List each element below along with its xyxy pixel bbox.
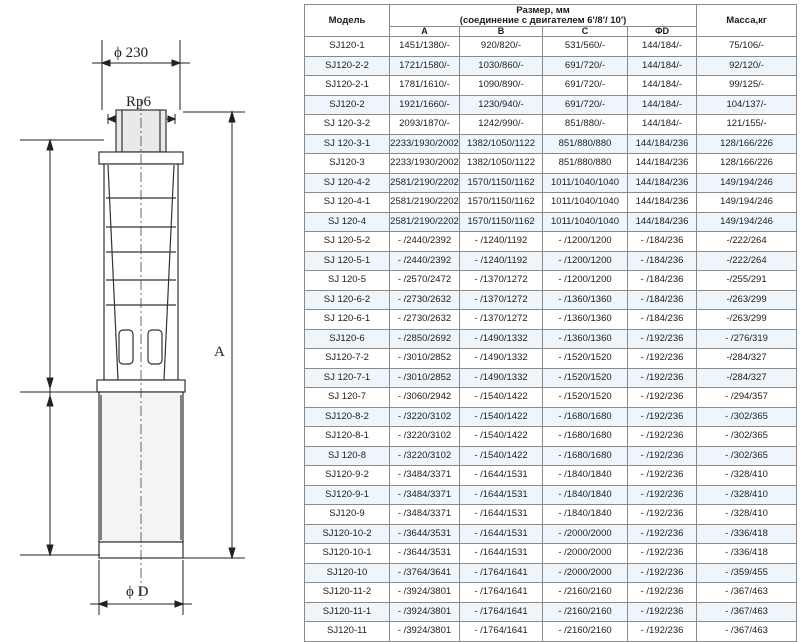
cell-a: - /2440/2392 (390, 251, 460, 271)
cell-model: SJ 120-5-2 (305, 232, 390, 252)
table-row (305, 212, 797, 232)
cell-model: SJ120-6 (305, 329, 390, 349)
cell-c: - /1680/1680 (543, 407, 628, 427)
cell-b: - /1370/1272 (460, 271, 543, 291)
cell-c: - /1200/1200 (543, 251, 628, 271)
cell-b: - /1764/1641 (460, 622, 543, 642)
cell-model: SJ120-11-2 (305, 583, 390, 603)
cell-b: - /1490/1332 (460, 349, 543, 369)
cell-b: - /1644/1531 (460, 485, 543, 505)
table-row (305, 622, 797, 642)
cell-b: 1382/1050/1122 (460, 134, 543, 154)
thread-label: Rp6 (126, 94, 152, 110)
cell-c: - /1200/1200 (543, 271, 628, 291)
cell-model: SJ 120-4-2 (305, 173, 390, 193)
cell-d: - /192/236 (628, 563, 697, 583)
cell-a: - /2730/2632 (390, 290, 460, 310)
cell-mass: 75/106/- (697, 37, 797, 57)
cell-a: - /3644/3531 (390, 544, 460, 564)
pump-dimension-drawing (0, 0, 300, 640)
cell-b: 1570/1150/1162 (460, 173, 543, 193)
cell-a: 2581/2190/2202 (390, 212, 460, 232)
cell-mass: - /302/365 (697, 427, 797, 447)
header-d: ΦD (628, 27, 697, 37)
cell-model: SJ120-10-1 (305, 544, 390, 564)
cell-b: - /1764/1641 (460, 602, 543, 622)
cell-d: - /192/236 (628, 349, 697, 369)
table-row (305, 154, 797, 174)
cell-a: 2581/2190/2202 (390, 173, 460, 193)
header-b: B (460, 27, 543, 37)
cell-mass: 92/120/- (697, 56, 797, 76)
cell-mass: -/284/327 (697, 368, 797, 388)
cell-a: 2233/1930/2002 (390, 134, 460, 154)
cell-mass: -/263/299 (697, 290, 797, 310)
cell-mass: -/222/264 (697, 232, 797, 252)
cell-c: - /1200/1200 (543, 232, 628, 252)
cell-b: - /1644/1531 (460, 466, 543, 486)
header-c: C (543, 27, 628, 37)
cell-c: 691/720/- (543, 76, 628, 96)
header-a: A (390, 27, 460, 37)
cell-b: - /1764/1641 (460, 563, 543, 583)
cell-model: SJ 120-7-1 (305, 368, 390, 388)
cell-d: - /184/236 (628, 251, 697, 271)
cell-d: - /192/236 (628, 602, 697, 622)
table-row (305, 407, 797, 427)
cell-a: - /3484/3371 (390, 485, 460, 505)
table-row (305, 95, 797, 115)
table-row (305, 349, 797, 369)
cell-a: 2233/1930/2002 (390, 154, 460, 174)
table-row (305, 563, 797, 583)
cell-a: - /2570/2472 (390, 271, 460, 291)
cell-mass: 104/137/- (697, 95, 797, 115)
cell-b: - /1240/1192 (460, 251, 543, 271)
cell-a: - /3924/3801 (390, 622, 460, 642)
cell-d: - /192/236 (628, 427, 697, 447)
table-row (305, 173, 797, 193)
table-row (305, 368, 797, 388)
cell-model: SJ120-2-1 (305, 76, 390, 96)
cell-d: - /192/236 (628, 329, 697, 349)
cell-d: 144/184/- (628, 115, 697, 135)
cell-model: SJ 120-5 (305, 271, 390, 291)
cell-mass: 149/194/246 (697, 212, 797, 232)
cell-model: SJ120-11 (305, 622, 390, 642)
table-row (305, 524, 797, 544)
cell-a: - /3220/3102 (390, 446, 460, 466)
cell-b: - /1540/1422 (460, 427, 543, 447)
cell-b: 1090/890/- (460, 76, 543, 96)
cell-c: - /1680/1680 (543, 446, 628, 466)
cell-b: 1570/1150/1162 (460, 193, 543, 213)
cell-model: SJ 120-6-1 (305, 310, 390, 330)
cell-model: SJ120-2 (305, 95, 390, 115)
cell-d: 144/184/236 (628, 154, 697, 174)
cell-mass: -/222/264 (697, 251, 797, 271)
cell-model: SJ 120-6-2 (305, 290, 390, 310)
cell-d: 144/184/- (628, 76, 697, 96)
cell-d: - /192/236 (628, 388, 697, 408)
cell-model: SJ120-9-1 (305, 485, 390, 505)
cell-d: - /192/236 (628, 466, 697, 486)
table-row (305, 388, 797, 408)
table-row (305, 115, 797, 135)
cell-mass: 128/166/226 (697, 154, 797, 174)
cell-b: - /1490/1332 (460, 329, 543, 349)
cell-c: - /1680/1680 (543, 427, 628, 447)
table-row (305, 134, 797, 154)
cell-a: - /2850/2692 (390, 329, 460, 349)
cell-b: - /1240/1192 (460, 232, 543, 252)
cell-a: - /3010/2852 (390, 368, 460, 388)
cell-model: SJ120-1 (305, 37, 390, 57)
cell-model: SJ 120-4-1 (305, 193, 390, 213)
table-row (305, 310, 797, 330)
cell-d: - /184/236 (628, 232, 697, 252)
cell-b: - /1764/1641 (460, 583, 543, 603)
cell-mass: - /328/410 (697, 466, 797, 486)
cell-a: 1781/1610/- (390, 76, 460, 96)
table-row (305, 446, 797, 466)
table-row (305, 329, 797, 349)
cell-mass: - /336/418 (697, 544, 797, 564)
cell-a: 1721/1580/- (390, 56, 460, 76)
table-row (305, 251, 797, 271)
cell-model: SJ120-8-2 (305, 407, 390, 427)
cell-c: 851/880/880 (543, 134, 628, 154)
cell-d: - /192/236 (628, 407, 697, 427)
table-row (305, 602, 797, 622)
cell-a: - /3220/3102 (390, 427, 460, 447)
table-row (305, 290, 797, 310)
cell-model: SJ120-9-2 (305, 466, 390, 486)
table-row (305, 505, 797, 525)
cell-a: - /3924/3801 (390, 602, 460, 622)
cell-d: - /184/236 (628, 271, 697, 291)
cell-c: - /1360/1360 (543, 310, 628, 330)
cell-d: 144/184/236 (628, 173, 697, 193)
cell-c: 851/880/- (543, 115, 628, 135)
table-row (305, 583, 797, 603)
cell-b: - /1370/1272 (460, 290, 543, 310)
cell-model: SJ120-3 (305, 154, 390, 174)
cell-a: - /2440/2392 (390, 232, 460, 252)
cell-mass: -/284/327 (697, 349, 797, 369)
cell-model: SJ120-10 (305, 563, 390, 583)
table-row (305, 271, 797, 291)
table-row (305, 485, 797, 505)
table-row (305, 37, 797, 57)
cell-mass: - /276/319 (697, 329, 797, 349)
cell-model: SJ 120-7 (305, 388, 390, 408)
dimensions-table (304, 4, 797, 642)
cell-mass: - /367/463 (697, 622, 797, 642)
cell-mass: - /367/463 (697, 602, 797, 622)
cell-d: 144/184/236 (628, 212, 697, 232)
cell-c: 1011/1040/1040 (543, 173, 628, 193)
cell-mass: - /328/410 (697, 505, 797, 525)
cell-c: - /1840/1840 (543, 466, 628, 486)
cell-a: - /3060/2942 (390, 388, 460, 408)
header-size-subtitle: (соединение с двигателем 6'/8'/ 10') (459, 14, 627, 26)
cell-c: - /1520/1520 (543, 349, 628, 369)
cell-c: - /2160/2160 (543, 583, 628, 603)
cell-d: 144/184/- (628, 37, 697, 57)
cell-c: 531/560/- (543, 37, 628, 57)
header-mass: Масса,кг (697, 5, 797, 37)
cell-d: 144/184/236 (628, 193, 697, 213)
table-row (305, 427, 797, 447)
cell-a: - /3010/2852 (390, 349, 460, 369)
table-body (305, 37, 797, 642)
top-diameter-label: ϕ 230 (114, 45, 149, 61)
table-row (305, 56, 797, 76)
left-length-dimensions (20, 140, 104, 555)
cell-a: 2093/1870/- (390, 115, 460, 135)
cell-model: SJ120-2-2 (305, 56, 390, 76)
cell-b: - /1644/1531 (460, 544, 543, 564)
table-row (305, 466, 797, 486)
cell-d: - /192/236 (628, 524, 697, 544)
cell-mass: - /328/410 (697, 485, 797, 505)
bottom-diameter-label: ϕ D (126, 584, 149, 600)
table-row (305, 232, 797, 252)
cell-a: - /3220/3102 (390, 407, 460, 427)
cell-c: - /1360/1360 (543, 329, 628, 349)
cell-c: - /2160/2160 (543, 602, 628, 622)
cell-mass: 121/155/- (697, 115, 797, 135)
cell-c: 1011/1040/1040 (543, 212, 628, 232)
cell-b: - /1490/1332 (460, 368, 543, 388)
header-model: Модель (305, 5, 390, 37)
cell-b: - /1540/1422 (460, 446, 543, 466)
cell-mass: - /302/365 (697, 407, 797, 427)
cell-d: - /192/236 (628, 368, 697, 388)
cell-a: - /2730/2632 (390, 310, 460, 330)
cell-d: - /192/236 (628, 622, 697, 642)
cell-b: 1242/990/- (460, 115, 543, 135)
cell-d: - /184/236 (628, 290, 697, 310)
cell-a: - /3484/3371 (390, 466, 460, 486)
cell-c: 691/720/- (543, 56, 628, 76)
cell-model: SJ 120-4 (305, 212, 390, 232)
cell-model: SJ120-11-1 (305, 602, 390, 622)
cell-mass: 99/125/- (697, 76, 797, 96)
table-row (305, 193, 797, 213)
cell-d: 144/184/- (628, 95, 697, 115)
cell-c: - /1520/1520 (543, 368, 628, 388)
cell-b: 1382/1050/1122 (460, 154, 543, 174)
cell-a: 1451/1380/- (390, 37, 460, 57)
cell-d: - /192/236 (628, 446, 697, 466)
cell-c: - /1840/1840 (543, 505, 628, 525)
cell-b: - /1644/1531 (460, 505, 543, 525)
length-a-label: A (214, 344, 225, 360)
cell-c: - /2000/2000 (543, 524, 628, 544)
cell-model: SJ 120-8 (305, 446, 390, 466)
cell-b: - /1540/1422 (460, 388, 543, 408)
cell-mass: 128/166/226 (697, 134, 797, 154)
cell-b: - /1370/1272 (460, 310, 543, 330)
cell-model: SJ120-8-1 (305, 427, 390, 447)
cell-b: 1230/940/- (460, 95, 543, 115)
cell-c: - /1520/1520 (543, 388, 628, 408)
cell-d: 144/184/236 (628, 134, 697, 154)
cell-a: 2581/2190/2202 (390, 193, 460, 213)
cell-d: - /192/236 (628, 485, 697, 505)
cell-a: - /3484/3371 (390, 505, 460, 525)
cell-d: - /184/236 (628, 310, 697, 330)
cell-model: SJ120-10-2 (305, 524, 390, 544)
right-length-dimension (183, 112, 245, 558)
cell-mass: - /302/365 (697, 446, 797, 466)
cell-mass: - /336/418 (697, 524, 797, 544)
cell-b: 1570/1150/1162 (460, 212, 543, 232)
cell-d: 144/184/- (628, 56, 697, 76)
cell-d: - /192/236 (628, 583, 697, 603)
cell-c: 851/880/880 (543, 154, 628, 174)
cell-a: - /3924/3801 (390, 583, 460, 603)
cell-d: - /192/236 (628, 505, 697, 525)
cell-c: - /1840/1840 (543, 485, 628, 505)
cell-mass: 149/194/246 (697, 173, 797, 193)
cell-model: SJ 120-3-2 (305, 115, 390, 135)
cell-mass: -/263/299 (697, 310, 797, 330)
cell-model: SJ120-9 (305, 505, 390, 525)
header-size-title: Размер, мм (516, 4, 570, 16)
cell-mass: - /367/463 (697, 583, 797, 603)
cell-c: 691/720/- (543, 95, 628, 115)
cell-mass: - /294/357 (697, 388, 797, 408)
cell-c: - /1360/1360 (543, 290, 628, 310)
cell-b: 1030/860/- (460, 56, 543, 76)
cell-mass: -/255/291 (697, 271, 797, 291)
cell-model: SJ 120-5-1 (305, 251, 390, 271)
table-row (305, 544, 797, 564)
cell-c: - /2160/2160 (543, 622, 628, 642)
header-size (390, 5, 697, 27)
cell-b: - /1540/1422 (460, 407, 543, 427)
cell-mass: - /359/455 (697, 563, 797, 583)
cell-model: SJ120-7-2 (305, 349, 390, 369)
cell-mass: 149/194/246 (697, 193, 797, 213)
cell-b: - /1644/1531 (460, 524, 543, 544)
cell-b: 920/820/- (460, 37, 543, 57)
cell-a: - /3764/3641 (390, 563, 460, 583)
cell-d: - /192/236 (628, 544, 697, 564)
cell-c: 1011/1040/1040 (543, 193, 628, 213)
cell-a: 1921/1660/- (390, 95, 460, 115)
cell-model: SJ 120-3-1 (305, 134, 390, 154)
table-row (305, 76, 797, 96)
cell-c: - /2000/2000 (543, 563, 628, 583)
cell-a: - /3644/3531 (390, 524, 460, 544)
cell-c: - /2000/2000 (543, 544, 628, 564)
